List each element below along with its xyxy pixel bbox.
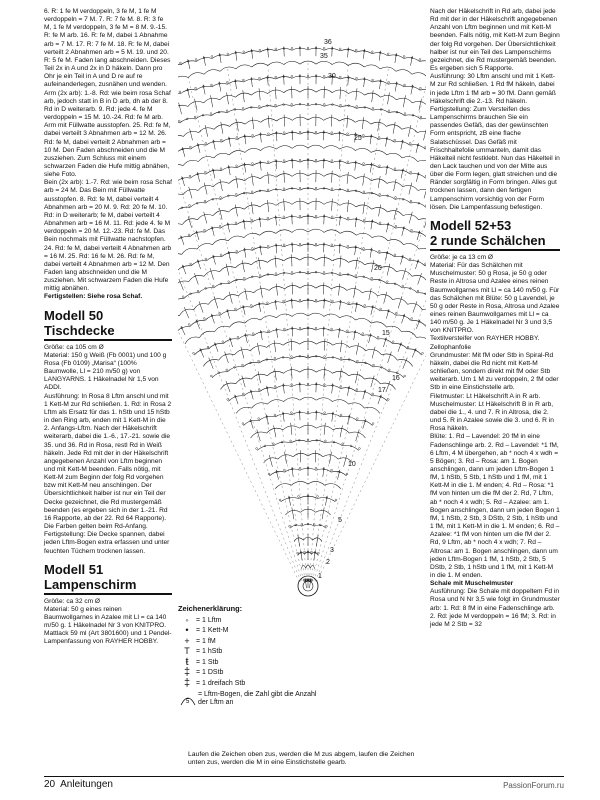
legend-label: = 1 dreifach Stb (196, 679, 246, 687)
intro-paragraph: Fertigstellung: Zum Versteifen des Lampenschirms brauchen Sie ein passendes Gefäß, das der gewünschten Form entspricht, zB eine flache Salatschüssel. Das Gefäß mit Frischhaltefolie ummanteln, damit das Häkelteil nicht festklebt. Nun das Häkelteil in den Lack tauchen und von der Mitte aus über die Form legen, glatt streichen und die Ränder sorgfältig in Form bringen. Alles gut trocknen lassen, dann den fertigen Lampenschirm vorsichtig von der Form lösen. Die Lampenfassung befestigen. (430, 105, 560, 211)
round-number: 10 (348, 461, 356, 468)
round-number: 2 (326, 559, 330, 566)
legend-label: = 1 DStb (196, 669, 224, 677)
round-number: 35 (320, 53, 328, 60)
legend-item (178, 668, 426, 679)
paragraph: Schale mit Muschelmuster (430, 580, 514, 588)
model52-section (430, 218, 560, 629)
legend-item (178, 647, 426, 658)
left-column (44, 8, 172, 647)
treble-crochet-icon: ‡ (183, 666, 191, 679)
legend-label: = 1 Lftm (196, 616, 222, 624)
paragraph: Filetmuster: Lt Häkelschrift A in R arb. (430, 392, 541, 400)
paragraph: Ausführung: In Rosa 8 Lftm anschl und mit 1 Kett-M zur Rd schließen. 1. Rd: in Rosa 2 Lftm als Ersatz für das 1. hStb und 15 hStb in den Ring arb, enden mit 1 Kett-M in die 2. Anfangs-Lftm. Nach der Häkelschrift weiterarb, dabei die 1.-6., 17.-21. sowie die 35. und 36. Rd in Rosa, restl Rd in Weiß häkeln. Jede Rd mit der in der Häkelschrift angegebenen Anzahl von Lftm beginnen und mit Kett-M beenden. Falls nötig, mit Kett-M zum Beginn der folg Rd vorgehen bzw mit Kett-M neu anschlingen. Der Übersichtlichkeit halber ist nur ein Teil der Decke gezeichnet, die Rd mustergemäß beenden (es ergeben sich in der 1.-21. Rd 16 Rapporte, ab der 22. Rd 64 Rapporte). Die Farben gelten beim Rd-Anfang. (44, 392, 172, 531)
round-number: 36 (324, 39, 332, 46)
page-footer (44, 776, 564, 790)
paragraph: Textilversteifer von RAYHER HOBBY. Zellophanfolie (430, 335, 540, 351)
model51-section (44, 562, 172, 647)
footer-rule (44, 776, 564, 777)
legend (178, 604, 426, 709)
round-number: 30 (328, 73, 336, 80)
legend-label: = 1 Kett-M (196, 627, 229, 635)
page-number-value: 20 (44, 779, 56, 790)
round-number: 1 (318, 573, 322, 580)
legend-label: = 1 Stb (196, 658, 219, 666)
section-title: Modell 52+53 (430, 217, 512, 233)
legend-item (178, 678, 426, 689)
crochet-chart (178, 30, 426, 600)
legend-label: = Lftm-Bogen, die Zahl gibt die Anzahl der Lftm an (198, 690, 317, 706)
paragraph: Material: Für das Schälchen mit Muschelmuster: 50 g Rosa, je 50 g oder Reste in Altrosa und Azalee eines reinen Baumwollgarnes mit Ll = ca 140 m/50 g. Für das Schälchen mit Blüte: 50 g Lavendel, je 50 g oder Reste in Rosa, Altrosa und Azalee eines reinen Baumwollgarnes mit Ll = ca 140 m/50 g. Je 1 Häkelnadel Nr 3 und 3,5 von KNITPRO. (430, 262, 560, 335)
legend-item (178, 615, 426, 626)
triple-treble-icon: ‡ (183, 676, 191, 689)
paragraph: Ausführung: Die Schale mit doppeltem Fd in Rosa und N Nr 3,5 wie folgt im Grundmuster arb: 1. Rd: 8 fM in eine Fadenschlinge arb. 2. Rd: jede M verdoppeln = 16 fM; 3. Rd: in jede M 2 Stb = 32 (430, 588, 560, 628)
intro-paragraph: Bein (2x arb): 1.-7. Rd: wie beim rosa Schaf arb = 24 M. Das Bein mit Füllwatte ausstopfen. 8. Rd: fe M, dabei verteilt 4 Abnahmen arb = 20 M. 9. Rd: 20 fe M. 10. Rd: in D weiterarb; fe M, dabei verteilt 4 Abnahmen arb = 16 M. 11. Rd: jede 4. fe M verdoppeln = 20 M. 12.-23. Rd: fe M. Das Bein nochmals mit Füllwatte nachstopfen. 24. Rd: fe M, dabei verteilt 4 Abnahmen arb = 16 M. 25. Rd: 16 fe M. 26. Rd: fe M, dabei verteilt 4 Abnahmen arb = 12 M. Den Faden lang abschneiden und die M zusziehen. Mit schwarzem Faden die Hufe mittig abnähen. (44, 179, 172, 293)
legend-label: = 1 hStb (196, 648, 223, 656)
bottom-note: Laufen die Zeichen oben zus, werden die M zus abgem, laufen die Zeichen unten zus, werden die M in eine Einstichstelle gearb. (188, 751, 415, 767)
round-number: 15 (382, 330, 390, 337)
paragraph: Größe: ca 32 cm Ø (44, 597, 101, 605)
slip-stitch-icon: • (185, 625, 189, 636)
legend-arc-note (178, 691, 426, 709)
paragraph: Grundmuster: Mit fM oder Stb in Spiral-Rd häkeln, dabei die Rd nicht mit Kett-M schließen, sondern direkt mit fM oder Stb weiterarb. Um 1 M zu verdoppeln, 2 fM oder Stb in eine Einstichstelle arb. (430, 351, 559, 392)
section-label: Anleitungen (60, 779, 113, 790)
paragraph: Fertigstellung: Die Decke spannen, dabei jeden Lftm-Bogen extra erfassen und unter feuchten Tüchern trocknen lassen. (44, 531, 170, 555)
chain-arc-icon (178, 691, 198, 709)
paragraph: Blüte: 1. Rd – Lavendel: 20 fM in eine Fadenschlinge arb. 2. Rd – Lavendel: *1 fM, 6 Lftm, 4 M übergehen, ab * noch 4 x wdh = 5 Bögen; 3. Rd – Rosa: am 1. Bogen anschlingen, dann um jeden Lftm-Bogen 1 fM, 1 hStb, 5 Stb, 1 hStb und 1 fM, mit 1 Kett-M in die 1. M enden; 4. Rd – Rosa: *1 fM von hinten um die fM der 2. Rd, 7 Lftm, ab * noch 4 x wdh; 5. Rd – Azalee: am 1. Bogen anschlingen, dann um jeden Bogen 1 fM, 1 hStb, 2 Stb, 3 DStb, 2 Stb, 1 hStb und 1 fM, mit 1 Kett-M in die 1. M enden; 6. Rd – Azalee: *1 fM von hinten um die fM der 2. Rd, 9 Lftm, ab * noch 4 x wdh; 7. Rd – Altrosa: am 1. Bogen anschlingen, dann um jeden Lftm-Bogen 1 fM, 1 hStb, 2 Stb, 5 DStb, 2 Stb, 1 hStb und 1 fM, mit 1 Kett-M in die 1. M enden. (430, 433, 560, 579)
round-number: 16 (392, 375, 400, 382)
watermark: PassionForum.ru (503, 781, 564, 790)
model50-section (44, 308, 172, 556)
section-subtitle: Tischdecke (44, 323, 172, 341)
half-double-icon: T (184, 646, 190, 657)
intro-paragraph: Fertigstellen: Siehe rosa Schaf. (44, 293, 143, 301)
round-number: 25 (354, 135, 362, 142)
section-subtitle: Lampenschirm (44, 577, 172, 595)
round-number: 17 (378, 387, 386, 394)
single-crochet-icon: + (184, 635, 190, 646)
page-number (44, 779, 113, 790)
double-crochet-icon: ŧ (185, 655, 189, 668)
paragraph: Material: 150 g Weiß (Fb 0001) und 100 g Rosa (Fb 0109) „Marisa“ (100% Baumwolle, Ll = 210 m/50 g) von LANGYARNS. 1 Häkelnadel Nr 1,5 von ADDI. (44, 351, 167, 392)
section-title: Modell 50 (44, 307, 104, 323)
chart-stitches (178, 46, 426, 596)
round-number: 5 (338, 517, 342, 524)
svg-text:5: 5 (186, 698, 190, 705)
round-number: 3 (330, 547, 334, 554)
right-column (430, 8, 560, 629)
chain-icon: ◦ (185, 614, 189, 625)
intro-paragraph: Nach der Häkelschrift in Rd arb, dabei jede Rd mit der in der Häkelschrift angegebenen Anzahl von Lftm beginnen und mit Kett-M beenden. Falls nötig, mit Kett-M zum Beginn der folg Rd vorgehen. Der Übersichtlichkeit halber ist nur ein Teil des Lampenschirms gezeichnet, die Rd mustergemäß beenden. Es ergeben sich 5 Rapporte. (430, 8, 560, 73)
legend-title: Zeichenerklärung: (178, 604, 243, 613)
paragraph: Größe: ca 105 cm Ø (44, 343, 104, 351)
intro-paragraph: 6. R: 1 fe M verdoppeln, 3 fe M, 1 fe M verdoppeln = 7 M. 7. R: 7 fe M. 8. R: 3 fe M, 1 fe M verdoppeln, 3 fe M = 8 M. 9.-15. R: fe M arb. 16. R: fe M, dabei 1 Abnahme arb = 7 M. 17. R: 7 fe M. 18. R: fe M, dabei verteilt 2 Abnahmen arb = 5 M. 19. und 20. R: 5 fe M. Faden lang abschneiden. Dieses Teil 2x in A und 2x in D häkeln. Dann pro Ohr je ein Teil in A und D re auf re aufeinanderlegen, zusnähen und wenden. (44, 8, 171, 89)
legend-item (178, 626, 426, 637)
round-number: 20 (374, 265, 382, 272)
paragraph: Muschelmuster: Lt Häkelschrift B in R arb, dabei die 1., 4. und 7. R in Altrosa, die 2. und 5. R in Azalee sowie die 3. und 6. R in Rosa häkeln. (430, 400, 554, 433)
legend-item (178, 636, 426, 647)
section-subtitle: 2 runde Schälchen (430, 233, 560, 251)
section-title: Modell 51 (44, 561, 104, 577)
paragraph: Größe: je ca 13 cm Ø (430, 253, 494, 261)
paragraph: Material: 50 g eines reinen Baumwollgarnes in Azalee mit Ll = ca 140 m/50 g. 1 Häkelnadel Nr 3 von KNITPRO. Mattlack 59 ml (Art 3801600) und 1 Pendel-Lampenfassung von RAYHER HOBBY. (44, 605, 172, 646)
legend-label: = 1 fM (196, 637, 216, 645)
intro-paragraph: Ausführung: 30 Lftm anschl und mit 1 Kett-M zur Rd schließen. 1 Rd fM häkeln, dabei in jede Lftm 1 fM arb = 30 fM. Dann gemäß Häkelschrift die 2.-13. Rd häkeln. (430, 73, 556, 105)
intro-paragraph: Arm (2x arb): 1.-8. Rd: wie beim rosa Schaf arb, jedoch statt in B in D arb, dh ab der 8. Rd in D weiterarb. 9. Rd: jede 4. fe M verdoppeln = 15 M. 10.-24. Rd: fe M arb. Arm mit Füllwatte ausstopfen. 25. Rd: fe M, dabei verteilt 3 Abnahmen arb = 12 M. 26. Rd: fe M, dabei verteilt 2 Abnahmen arb = 10 M. Den Faden abschneiden und die M zusziehen. Zum Schluss mit einem schwarzen Faden die Hufe mittig abnähen, siehe Foto. (44, 89, 171, 179)
legend-item (178, 657, 426, 668)
